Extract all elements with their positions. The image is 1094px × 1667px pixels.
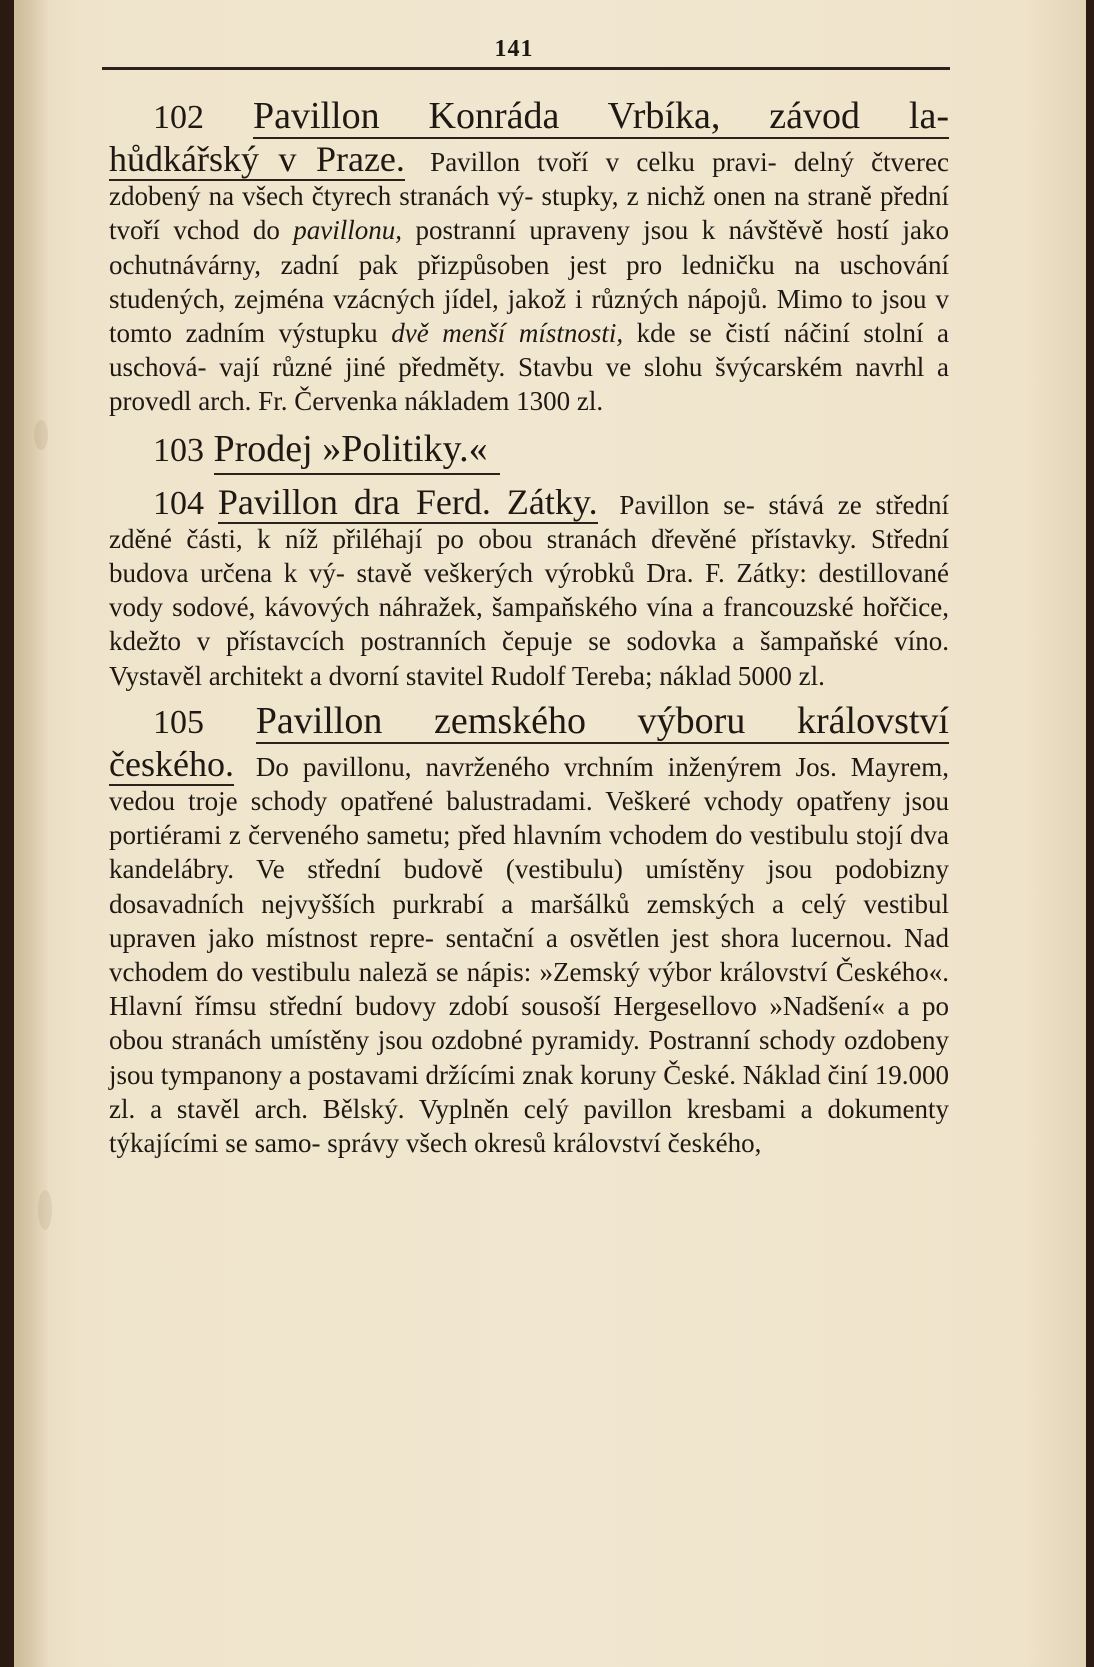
body-text: Pavillon tvoří v celku pravi- [430,147,777,177]
entry-105 [109,697,949,1160]
body-italic: dvě menší místnosti, [391,318,624,349]
body-italic: pavillonu, [293,215,403,246]
entry-title-continued: českého. [109,743,234,784]
entry-title-continued: hůdkářský v Praze. [109,139,405,179]
ink-stain [34,420,48,450]
body-text: postranní upraveny jsou k návštěvě hostí jako ochutnávárny, zadní pak přizpůsoben jest pro ledničku na uschování studených, zejména vzácných jídel, jakož i různých nápojů. Mimo to jsou v tomto zadním výstupku [109,215,949,349]
entry-title: Pavillon Konráda Vrbíka, závod la- [252,95,950,137]
entry-heading [109,697,949,747]
entry-103 [109,425,949,475]
entry-104 [109,481,950,693]
entry-102 [109,92,949,419]
body-text: Do pavillonu, navrženého vrchním inženýrem Jos. Mayrem, vedou troje schody opatřené balustradami. Veškeré vchody opatřeny jsou portiérami z červeného sametu; před hlavním vchodem do vestibulu stojí dva kandelábry. Ve střední budově (vestibulu) umístěny jsou podobizny dosavadních nejvyšších purkrabí a maršálků zemských a celý vestibul upraven jako místnost repre- sentační a osvětlen jest shora lucernou. Nad vchodem do vestibulu naleză se nápis: »Zemský výbor království Českého«. Hlavní římsu střední budovy zdobí sousoší Hergesellovo »Nadšení« a po obou stranách umístěny jsou ozdobné pyramidy. Postranní schody ozdobeny jsou tympanony a postavami držícími znak koruny České. Náklad činí 19.000 zl. a stavěl arch. Bělský. Vyplněn celý pavillon kresbami a dokumenty týkajícími se samo- správy všech okresů království českého, [109,751,950,1159]
entry-title: Pavillon zemského výboru království [255,699,949,742]
body-text: kde se čistí náčiní stolní a uschová- vají různé jiné předměty. Stavbu ve slohu švýcarském navrhl a provedl arch. Fr. Červenka nákladem 1300 zl. [109,318,950,417]
entry-title: Prodej »Politiky.« [214,425,500,475]
entry-body [109,743,950,1160]
book-page [14,0,1086,1667]
body-text: Pavillon se- stává ze střední zděné části, k níž přiléhají po obou stranách dřevěné přístavky. Střední budova určena k vý- stavě veškerých výrobků Dra. F. Zátky: destillované vody sodové, kávových náhražek, šampaňského vína a francouzské hořčice, kdežto v přístavcích postranních čepuje se sodovka a šampaňské víno. Vystavěl architekt a dvorní stavitel Rudolf Tereba; náklad 5000 zl. [109,489,950,691]
entry-number: 105 [153,703,204,741]
entry-heading [109,425,949,475]
entry-number: 102 [153,99,204,136]
entry-body [109,481,950,693]
ink-stain [38,1190,52,1230]
entry-title: Pavillon dra Ferd. Zátky. [217,481,598,522]
page-number: 141 [494,36,534,62]
body-text: delný čtverec zdobený na všech čtyrech stranách vý- stupky, z nichž onen na straně přední tvoří vchod do [109,147,950,246]
entry-heading [109,92,949,142]
entry-number: 103 [153,431,204,469]
page-fold-shadow [14,0,50,1667]
entry-body [109,139,950,419]
entry-number: 104 [153,484,204,522]
page-content [109,92,949,1160]
header-rule [102,67,950,70]
